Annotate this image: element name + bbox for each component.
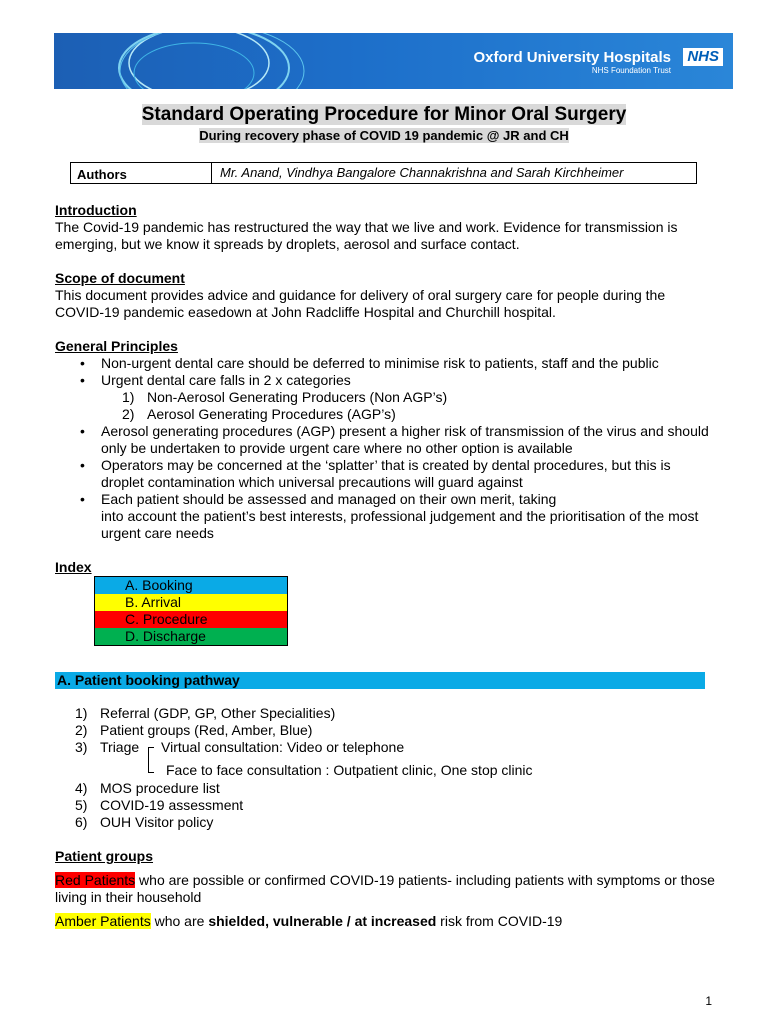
index-heading: Index xyxy=(55,559,92,575)
list-item xyxy=(75,780,715,797)
triage-label: Triage xyxy=(100,739,140,755)
list-item: • Operators may be concerned at the ‘splatter’ that is created by dental procedures, but this is droplet contamination which universal precautions will guard against xyxy=(101,457,715,491)
list-number: 5) xyxy=(75,797,88,813)
document-subtitle: During recovery phase of COVID 19 pandemic @ JR and CH xyxy=(199,128,569,143)
amber-text-pre: who are xyxy=(150,913,209,929)
scope-heading: Scope of document xyxy=(55,270,185,286)
principles-heading: General Principles xyxy=(55,338,178,354)
index-table xyxy=(94,576,288,646)
booking-pathway-heading: A. Patient booking pathway xyxy=(55,672,705,689)
list-item-text: Aerosol Generating Procedures (AGP’s) xyxy=(147,406,396,422)
index-row-booking[interactable]: A. Booking xyxy=(95,577,287,594)
list-item: • Aerosol generating procedures (AGP) present a higher risk of transmission of the virus and should only be undertaken to provide urgent care where no other option is available xyxy=(101,423,715,457)
list-item-text: Each patient should be assessed and managed on their own merit, taking xyxy=(101,491,557,507)
document-title-block xyxy=(0,104,768,144)
document-body xyxy=(55,202,715,930)
list-item-text: MOS procedure list xyxy=(100,780,220,796)
nhs-logo: NHS xyxy=(683,48,723,66)
red-patients-description: who are possible or confirmed COVID-19 patients- including patients with symptoms or those living in their household xyxy=(55,872,715,905)
triage-option-face-to-face: Face to face consultation : Outpatient clinic, One stop clinic xyxy=(166,762,533,778)
list-item xyxy=(75,739,715,780)
amber-text-bold: shielded, vulnerable / at increased xyxy=(208,913,437,929)
introduction-heading: Introduction xyxy=(55,202,137,218)
list-item-text: OUH Visitor policy xyxy=(100,814,214,830)
index-row-discharge[interactable]: D. Discharge xyxy=(95,628,287,645)
header-banner xyxy=(54,33,733,89)
list-number: 2) xyxy=(122,406,135,422)
red-patients-text xyxy=(55,872,715,906)
principles-section xyxy=(55,338,715,542)
list-item xyxy=(75,797,715,814)
booking-pathway-steps xyxy=(55,705,715,831)
list-item-text: Patient groups (Red, Amber, Blue) xyxy=(100,722,313,738)
document-title: Standard Operating Procedure for Minor Oral Surgery xyxy=(141,104,627,125)
list-item-text: Urgent dental care falls in 2 x categories xyxy=(101,372,351,388)
list-item xyxy=(75,814,715,831)
list-item-text: into account the patient’s best interests, professional judgement and the prioritisation of the most urgent care needs xyxy=(101,508,699,541)
org-subtitle: NHS Foundation Trust xyxy=(591,66,671,75)
list-item xyxy=(75,722,715,739)
patient-groups-heading: Patient groups xyxy=(55,848,154,864)
introduction-section xyxy=(55,202,715,253)
list-item-text: Non-Aerosol Generating Producers (Non AGP’s) xyxy=(147,389,448,405)
list-number: 3) xyxy=(75,739,88,755)
introduction-text: The Covid-19 pandemic has restructured the way that we live and work. Evidence for transmission is emerging, but we know it spreads by droplets, aerosol and surface contact. xyxy=(55,219,678,252)
red-patients-label: Red Patients xyxy=(55,872,136,888)
amber-patients-label: Amber Patients xyxy=(55,913,151,929)
amber-text-post: risk from COVID-19 xyxy=(436,913,563,929)
agp-categories-list xyxy=(55,389,715,423)
org-name: Oxford University Hospitals xyxy=(473,49,671,66)
list-item: • Non-urgent dental care should be deferred to minimise risk to patients, staff and the public xyxy=(101,355,715,372)
org-branding xyxy=(473,50,671,76)
index-row-arrival[interactable]: B. Arrival xyxy=(95,594,287,611)
principles-list xyxy=(55,355,715,389)
scope-text: This document provides advice and guidance for delivery of oral surgery care for people during the COVID-19 pandemic easedown at John Radcliffe Hospital and Churchill hospital. xyxy=(55,287,666,320)
amber-patients-text xyxy=(55,913,715,930)
list-item xyxy=(75,705,715,722)
list-item xyxy=(101,372,715,389)
list-number: 6) xyxy=(75,814,88,830)
list-number: 1) xyxy=(75,705,88,721)
authors-table xyxy=(70,162,697,184)
list-item-text: COVID-19 assessment xyxy=(100,797,244,813)
page-number: 1 xyxy=(705,994,712,1008)
list-item xyxy=(122,406,715,423)
list-item xyxy=(101,491,715,542)
list-number: 4) xyxy=(75,780,88,796)
authors-value: Mr. Anand, Vindhya Bangalore Channakrishna and Sarah Kirchheimer xyxy=(220,165,624,180)
principles-list-continued xyxy=(55,423,715,542)
triage-option-virtual: Virtual consultation: Video or telephone xyxy=(161,739,405,755)
list-number: 2) xyxy=(75,722,88,738)
index-row-procedure[interactable]: C. Procedure xyxy=(95,611,287,628)
list-item xyxy=(122,389,715,406)
scope-section xyxy=(55,270,715,321)
index-section xyxy=(55,559,715,646)
triage-row xyxy=(75,739,715,780)
swirl-logo-graphic xyxy=(94,33,314,89)
list-item-text: Referral (GDP, GP, Other Specialities) xyxy=(100,705,336,721)
patient-groups-section xyxy=(55,848,715,930)
list-number: 1) xyxy=(122,389,135,405)
authors-label: Authors xyxy=(71,163,212,183)
